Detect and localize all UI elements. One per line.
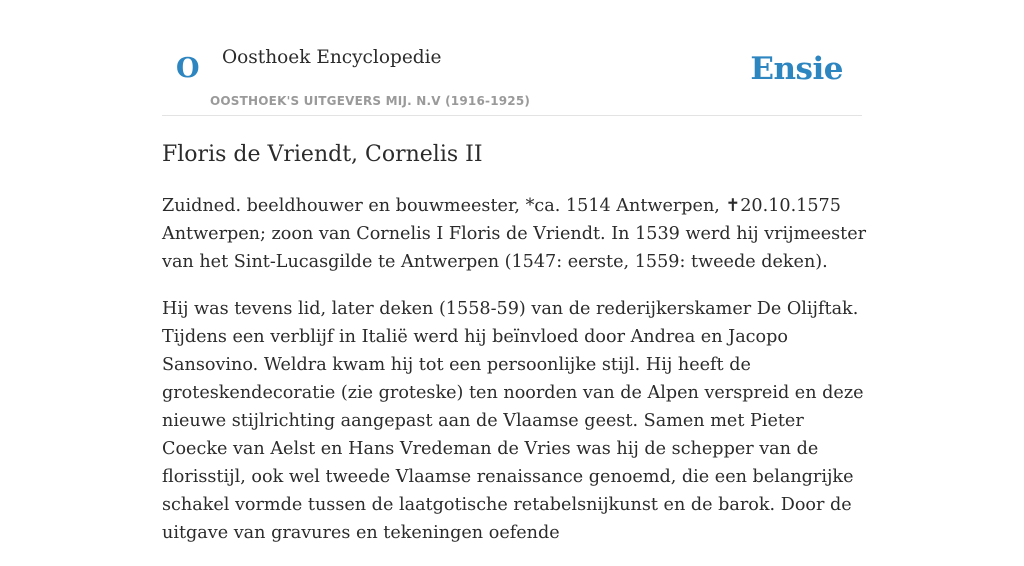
- source-logo-icon[interactable]: O: [176, 53, 200, 84]
- entry-paragraph-2: Hij was tevens lid, later deken (1558-59) van de rederijkerskamer De Olijftak. Tijdens een verblijf in Italië werd hij beïnvloed door Andrea en Jacopo Sansovino. Weldra kwam hij tot een persoonlijke stijl. Hij heeft de groteskendecoratie (zie groteske) ten noorden van de Alpen verspreid en deze nieuwe stijlrichting aangepast aan de Vlaamse geest. Samen met Pieter Coecke van Aelst en Hans Vredeman de Vries was hij de schepper van de florisstijl, ook wel tweede Vlaamse renaissance genoemd, die een belangrijke schakel vormde tussen de laatgotische retabelsnijkunst en de barok. Door de uitgave van gravures en tekeningen oefende: [162, 299, 864, 543]
- entry-paragraph-1: Zuidned. beeldhouwer en bouwmeester, *ca. 1514 Antwerpen, ✝20.10.1575 Antwerpen; zoon van Cornelis I Floris de Vriendt. In 1539 werd hij vrijmeester van het Sint-Lucasgilde te Antwerpen (1547: eerste, 1559: tweede deken).: [162, 196, 867, 272]
- source-title-link[interactable]: Oosthoek Encyclopedie: [222, 47, 442, 68]
- entry-body: [162, 192, 867, 566]
- brand-logo[interactable]: Ensie: [750, 51, 843, 87]
- page-container: [162, 0, 867, 543]
- source-header: [162, 0, 862, 116]
- entry-title: Floris de Vriendt, Cornelis II: [162, 142, 483, 167]
- source-subtitle: OOSTHOEK'S UITGEVERS MIJ. N.V (1916-1925): [210, 94, 531, 108]
